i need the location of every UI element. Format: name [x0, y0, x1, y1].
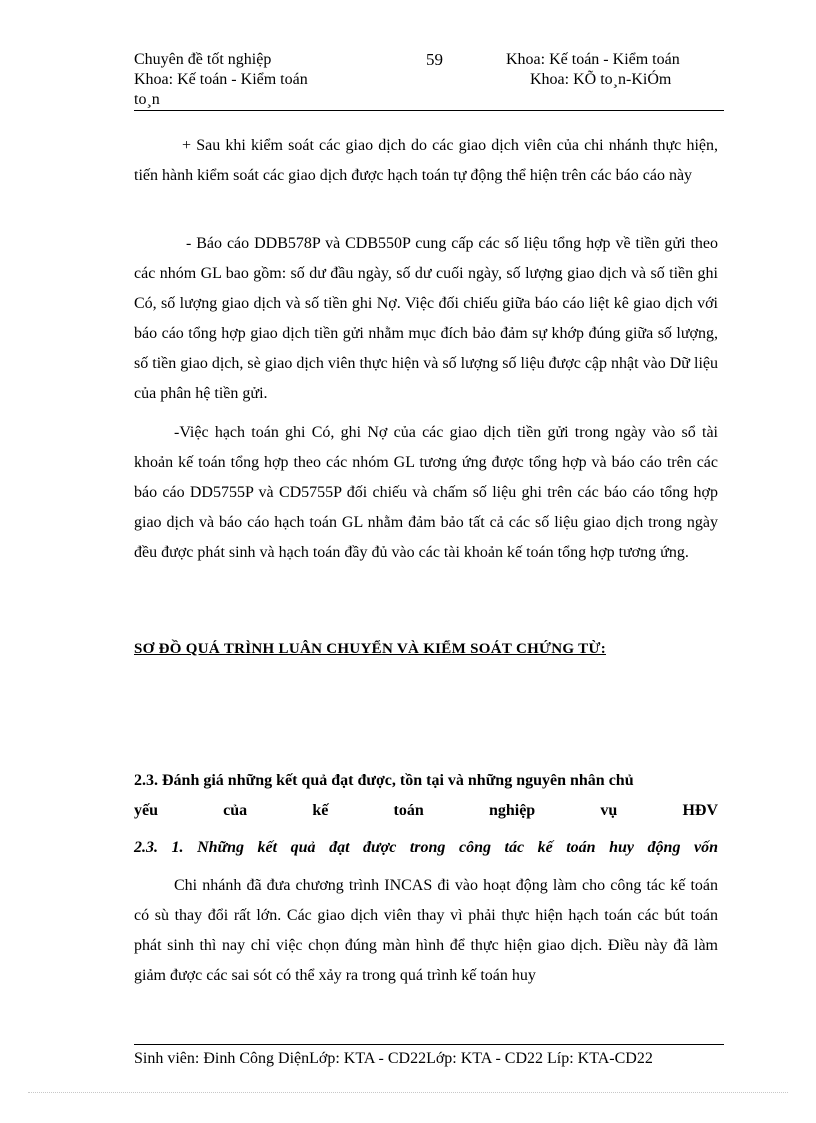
header-divider [134, 110, 724, 111]
subsection-title: 2.3. 1. Những kết quả đạt được trong công tác kế toán huy động vốn [134, 839, 718, 856]
paragraph-4: Chi nhánh đã đưa chương trình INCAS đi vào hoạt động làm cho công tác kế toán có sù thay đổi rất lớn. Các giao dịch viên thay vì phải thực hiện hạch toán các bút toán phát sinh thì nay chỉ việc chọn đúng màn hình để thực hiện giao dịch. Điều này đã làm giảm được các sai sót có thể xảy ra trong quá trình kế toán huy [134, 877, 718, 984]
page-edge-dotted-line [28, 1092, 788, 1093]
diagram-heading: SƠ ĐỒ QUÁ TRÌNH LUÂN CHUYỂN VÀ KIỂM SOÁT CHỨNG TỪ: [134, 641, 606, 657]
paragraph-1: + Sau khi kiểm soát các giao dịch do các giao dịch viên của chi nhánh thực hiện, tiến hành kiểm soát các giao dịch được hạch toán tự động thể hiện trên các báo cáo này [134, 137, 718, 184]
section-title-line2: yếu của kế toán nghiệp vụ HĐV [134, 802, 718, 819]
header-right-line1: Khoa: Kế toán - Kiểm toán [506, 51, 680, 68]
footer-divider [134, 1044, 724, 1045]
paragraph-3: -Việc hạch toán ghi Có, ghi Nợ của các giao dịch tiền gửi trong ngày vào sổ tài khoản kế toán tổng hợp theo các nhóm GL tương ứng được tổng hợp và báo cáo trên các báo cáo DD5755P và CD5755P đối chiếu và chấm số liệu ghi trên các báo cáo tổng hợp giao dịch và báo cáo hạch toán GL nhằm đảm bảo tất cả các số liệu giao dịch trong ngày đều được phát sinh và hạch toán đầy đủ vào các tài khoản kế toán tổng hợp tương ứng. [134, 424, 718, 561]
header-left-line1: Chuyên đề tốt nghiệp [134, 51, 272, 68]
header-left-line2: Khoa: Kế toán - Kiểm toán [134, 71, 308, 88]
footer-text: Sinh viên: Đinh Công DiệnLớp: KTA - CD22Lớp: KTA - CD22 Líp: KTA-CD22 [134, 1050, 653, 1067]
paragraph-2: - Báo cáo DDB578P và CDB550P cung cấp các số liệu tổng hợp về tiền gửi theo các nhóm GL bao gồm: số dư đầu ngày, số dư cuối ngày, số lượng giao dịch và số tiền ghi Có, số lượng giao dịch và số tiền ghi Nợ. Việc đối chiếu giữa báo cáo liệt kê giao dịch với báo cáo tổng hợp giao dịch tiền gửi nhằm mục đích bảo đảm sự khớp đúng giữa số lượng, số tiền giao dịch, sè giao dịch viên thực hiện và số lượng số liệu được cập nhật vào Dữ liệu của phân hệ tiền gửi. [134, 235, 718, 402]
section-title-line1: 2.3. Đánh giá những kết quả đạt được, tồn tại và những nguyên nhân chủ [134, 772, 634, 789]
header-right-line2: Khoa: KÕ to¸n-KiÓm [530, 71, 672, 88]
page-number: 59 [426, 50, 443, 69]
header-left-line3: to¸n [134, 91, 160, 108]
